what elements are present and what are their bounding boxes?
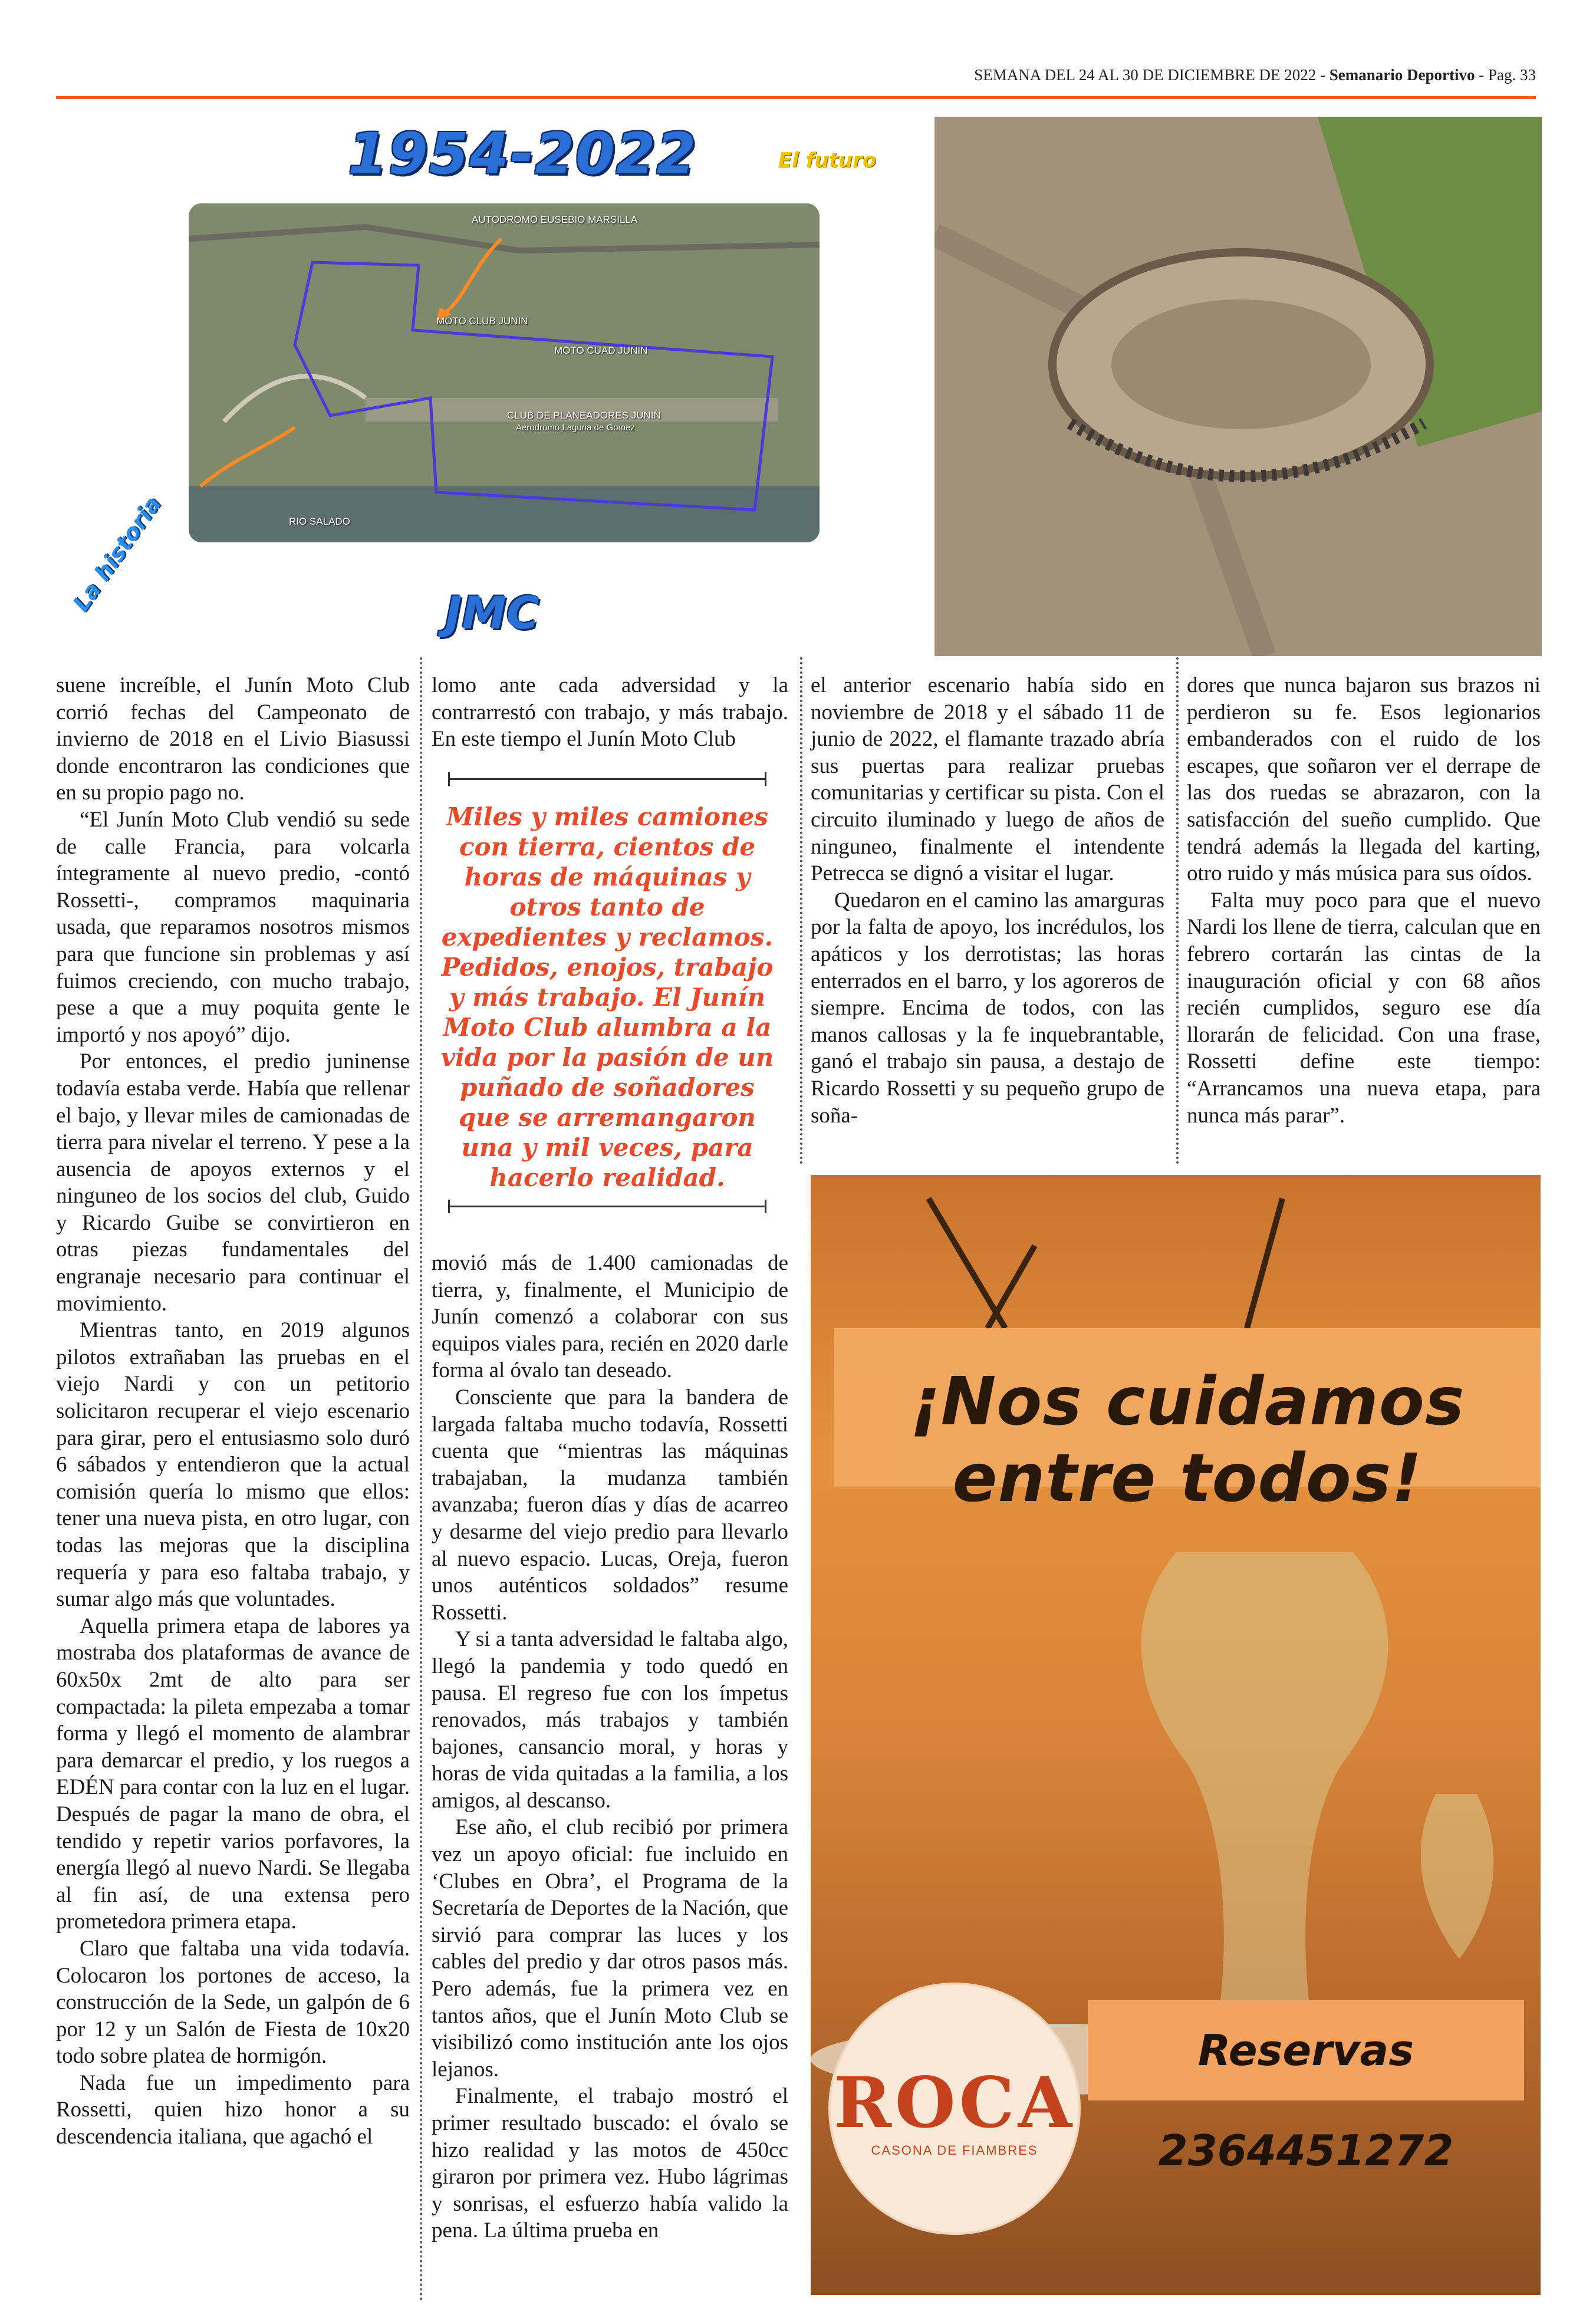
- article-column-4: [1187, 672, 1541, 1129]
- paragraph: Por entonces, el predio juninense todavía estaba verde. Había que rellenar el bajo, y llevar miles de camionadas de tierra para nivelar el terreno. Y pese a la ausencia de apoyos externos y el ninguneo de los socios del club, Guido y Ricardo Guibe se convirtieron en otras piezas fundamentales del engranaje necesario para continuar el movimiento.: [56, 1049, 410, 1316]
- oval-track-drawing: [934, 117, 1542, 656]
- issue-date: SEMANA DEL 24 AL 30 DE DICIEMBRE DE 2022 -: [974, 66, 1326, 84]
- oval-infield: [1111, 299, 1371, 429]
- page-number: - Pag. 33: [1479, 66, 1536, 84]
- hanging-string: [988, 1246, 1035, 1328]
- years-title: 1954-2022: [348, 121, 697, 187]
- article-column-3: [811, 672, 1164, 1129]
- paragraph: el anterior escenario había sido en noviembre de 2018 y el sábado 11 de junio de 2022, el flamante trazado abría sus puertas para realizar pruebas comunitarias y certificar su pista. Con el circuito iluminado y luego de años de ninguneo, finalmente el intendente Petrecca se dignó a visitar el lugar.: [811, 673, 1164, 886]
- article-column-2-top: [432, 672, 788, 753]
- ad-slogan: ¡Nos cuidamos entre todos!: [910, 1364, 1465, 1517]
- roca-logo: [828, 1983, 1081, 2235]
- label-autodromo: AUTODROMO EUSEBIO MARSILLA: [472, 214, 638, 225]
- paragraph: Consciente que para la bandera de largada faltaba mucho todavía, Rossetti cuenta que “mientras las máquinas trabajaban, la mudanza también avanzaba; fueron días y días de acarreo y desarme del viejo predio para llevarlo al nuevo espacio. Lucas, Oreja, fueron unos auténticos soldados” resume Rossetti.: [432, 1385, 788, 1625]
- page-header: [56, 66, 1536, 96]
- paragraph: dores que nunca bajaron sus brazos ni perdieron su fe. Esos legionarios embanderados con el ruido de los escapes, que soñaron ver el derrape de las dos ruedas se abrazaron, con la satisfacción del sueño cumplido. Que tendrá además la llegada del karting, otro ruido y más música para sus oídos.: [1187, 673, 1541, 886]
- label-planeadores: CLUB DE PLANEADORES JUNIN: [507, 410, 661, 421]
- article-column-1: [56, 672, 410, 2151]
- pull-quote: [430, 766, 784, 1220]
- paragraph: Y si a tanta adversidad le faltaba algo, llegó la pandemia y todo quedó en pausa. El regreso fue con los ímpetus renovados, más trabajos y también bajones, cansancio moral, y horas y horas de vida quitadas a la familia, a los amigos, al descanso.: [432, 1627, 788, 1813]
- wine-glass: [1421, 1794, 1494, 1959]
- paragraph: “El Junín Moto Club vendió su sede de calle Francia, para volcarla íntegramente al nuevo predio, -contó Rossetti-, compramos maquinaria usada, que reparamos nosotros mismos para que funcione sin problemas y así fuimos creciendo, con mucho trabajo, pese a que a muy poquita gente le importó y nos apoyó” dijo.: [56, 807, 410, 1047]
- pull-quote-bottom-rule: [448, 1206, 766, 1207]
- roca-advertisement: [811, 1175, 1541, 2295]
- label-moto-club: MOTO CLUB JUNIN: [436, 315, 528, 327]
- paragraph: Finalmente, el trabajo mostró el primer resultado buscado: el óvalo se hizo realidad y las motos de 450cc giraron por primera vez. Hubo lágrimas y sonrisas, el esfuerzo había valido la pena. La última prueba en: [432, 2084, 788, 2243]
- article-column-2-bottom: [432, 1250, 788, 2244]
- paragraph: Aquella primera etapa de labores ya mostraba dos plataformas de avance de 60x50x 2mt de alto para ser compactada: la pileta empezaba a tomar forma y llegó el momento de alambrar para demarcar el predio, y los ruegos a EDÉN para contar con la luz en el lugar. Después de pagar la mano de obra, el tendido y repetir varios porfavores, la energía llegó al nuevo Nardi. Se llegaba al fin así, de una extensa pero prometedora primera etapa.: [56, 1614, 410, 1934]
- paragraph: Quedaron en el camino las amarguras por la falta de apoyo, los incrédulos, los apáticos y los derrotistas; las horas enterrados en el barro, y los agoreros de siempre. Encima de todos, con las manos callosas y la fe inquebrantable, ganó el trabajo sin pausa, a destajo de Ricardo Rossetti y su pequeño grupo de soña-: [811, 888, 1164, 1128]
- paragraph: movió más de 1.400 camionadas de tierra, y, finalmente, el Municipio de Junín comenzó a colaborar con sus equipos viales para, recién en 2020 darle forma al óvalo tan deseado.: [432, 1251, 788, 1383]
- label-moto-cuad: MOTO CUAD JUNIN: [554, 345, 648, 356]
- aerial-map-drawing: [189, 203, 820, 542]
- paper-name: Semanario Deportivo: [1329, 66, 1475, 84]
- column-divider-3: [1176, 657, 1179, 1164]
- aerial-map-graphic: [56, 112, 917, 643]
- future-label: El futuro: [778, 149, 877, 172]
- column-divider-2: [800, 657, 802, 1164]
- pull-quote-text: Miles y miles camiones con tierra, cientos de horas de máquinas y otros tanto de expedientes y reclamos. Pedidos, enojos, trabajo y más trabajo. El Junín Moto Club alumbra a la vida por la pasión de un puñado de soñadores que se arremangaron una y mil veces, para hacerlo realidad.: [440, 802, 774, 1192]
- paragraph: suene increíble, el Junín Moto Club corrió fechas del Campeonato de invierno de 2018 en el Livio Biasussi donde encontraron las condiciones que en su propio pago no.: [56, 673, 410, 805]
- paragraph: Claro que faltaba una vida todavía. Colocaron los portones de acceso, la construcción de la Sede, un galpón de 6 por 12 y un Salón de Fiesta de 10x20 todo sobre platea de hormigón.: [56, 1936, 410, 2069]
- label-rio: RIO SALADO: [289, 516, 350, 527]
- roca-logo-subtitle: CASONA DE FIAMBRES: [871, 2143, 1038, 2158]
- club-initials: JMC: [445, 587, 539, 639]
- header-rule: [56, 96, 1536, 99]
- paragraph: lomo ante cada adversidad y la contrarrestó con trabajo, y más trabajo. En este tiempo el Junín Moto Club: [432, 673, 788, 752]
- column-divider-1: [420, 657, 422, 2302]
- paragraph: Nada fue un impedimento para Rossetti, quien hizo honor a su descendencia italiana, que agachó el: [56, 2070, 410, 2149]
- pull-quote-top-rule: [448, 778, 766, 780]
- glass-carafe: [1141, 1552, 1388, 2059]
- history-label: La historia: [68, 491, 166, 617]
- paragraph: Falta muy poco para que el nuevo Nardi los llene de tierra, calculan que en febrero cortarán las cintas de la inauguración oficial y con 68 años recién cumplidos, seguro ese día llorarán de felicidad. Con una frase, Rossetti define este tiempo: “Arrancamos una nueva etapa, para nunca más parar”.: [1187, 888, 1541, 1128]
- reservations-phone: Reservas 2364451272: [1088, 2000, 1524, 2100]
- roca-logo-name: ROCA: [833, 2062, 1076, 2144]
- oval-track-photo: [934, 117, 1542, 656]
- paragraph: Mientras tanto, en 2019 algunos pilotos extrañaban las pruebas en el viejo Nardi y con un petitorio solicitaron recuperar el viejo escenario para girar, pero el entusiasmo solo duró 6 sábados y entendieron que la actual comisión quería lo mismo que ellos: tener una nueva pista, en otro lugar, con todas las mejoras que la disciplina requería y para eso faltaba trabajo, y sumar algo más que voluntades.: [56, 1318, 410, 1612]
- paragraph: Ese año, el club recibió por primera vez un apoyo oficial: fue incluido en ‘Clubes en Obra’, el Programa de la Secretaría de Deportes de la Nación, que sirvió para comprar las luces y los cables del predio y dar otros pasos más. Pero además, fue la primera vez en tantos años, que el Junín Moto Club se visibilizó como institución ante los ojos lejanos.: [432, 1815, 788, 2082]
- hanging-string: [929, 1198, 1005, 1328]
- aerial-map-photo: [189, 203, 820, 542]
- ad-slogan-banner: [834, 1328, 1541, 1517]
- hanging-string: [1247, 1198, 1282, 1328]
- label-aerodromo: Aerodromo Laguna de Gomez: [516, 423, 635, 433]
